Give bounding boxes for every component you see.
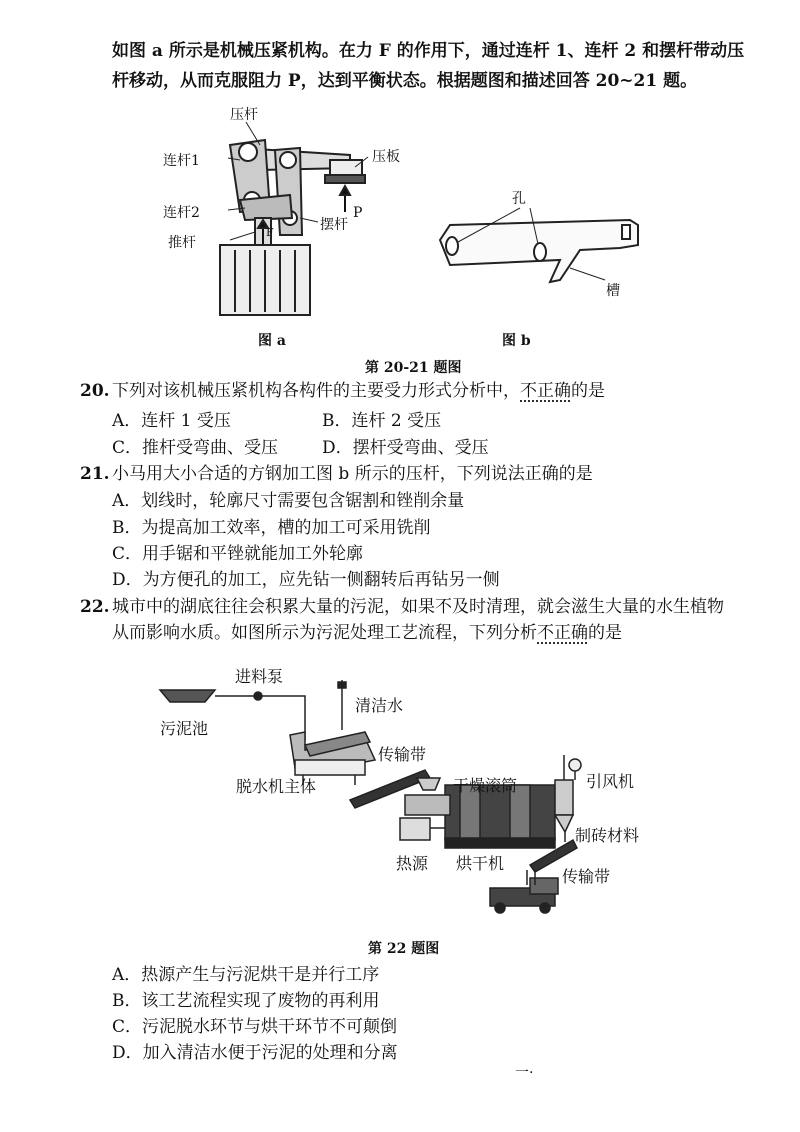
label-press-plate: 压板	[372, 149, 400, 165]
q21-option-a[interactable]: A．划线时，轮廓尺寸需要包含锯割和锉削余量	[112, 491, 465, 511]
diagram-label-feed-pump: 进料泵	[235, 667, 284, 686]
diagram-label-brick-material: 制砖材料	[575, 826, 640, 845]
diagram-label-induced-fan: 引风机	[586, 772, 635, 791]
label-push-rod: 推杆	[168, 235, 196, 251]
q22-stem-line-2: 从而影响水质。如图所示为污泥处理工艺流程，下列分析不正确的是	[112, 623, 622, 643]
q22-option-d[interactable]: D．加入清洁水便于污泥的处理和分离	[112, 1043, 398, 1063]
label-swing-rod: 摆杆	[320, 217, 348, 233]
label-force-f: F	[266, 226, 274, 239]
diagram-label-sludge-pool: 污泥池	[160, 719, 209, 738]
diagram-label-heat-source: 热源	[396, 854, 429, 873]
intro-line-2: 杆移动，从而克服阻力 P，达到平衡状态。根据题图和描述回答 20~21 题。	[112, 71, 698, 91]
label-force-p: P	[353, 205, 363, 221]
q22-number: 22.	[80, 597, 110, 617]
label-link-1: 连杆1	[163, 153, 200, 169]
q22-option-c[interactable]: C．污泥脱水环节与烘干环节不可颠倒	[112, 1017, 398, 1037]
diagram-label-conveyor-2: 传输带	[562, 867, 611, 886]
q20-number: 20.	[80, 381, 110, 401]
q21-option-c[interactable]: C．用手锯和平锉就能加工外轮廓	[112, 544, 364, 564]
figure-a-clamp-mechanism	[200, 100, 410, 325]
diagram-label-clean-water: 清洁水	[355, 696, 404, 715]
caption-fig-20-21: 第 20-21 题图	[365, 360, 462, 376]
q22-option-b[interactable]: B．该工艺流程实现了废物的再利用	[112, 991, 380, 1011]
diagram-label-drying-drum: 干燥滚筒	[453, 776, 518, 795]
diagram-label-dewatering-machine: 脱水机主体	[236, 777, 317, 796]
q22-option-a[interactable]: A．热源产生与污泥烘干是并行工序	[112, 965, 380, 985]
q20-stem: 下列对该机械压紧机构各构件的主要受力形式分析中，不正确的是	[112, 381, 605, 401]
diagram-label-dryer: 烘干机	[456, 854, 505, 873]
q20-option-c[interactable]: C．推杆受弯曲、受压	[112, 438, 279, 458]
label-press-rod: 压杆	[230, 107, 258, 123]
q20-option-b[interactable]: B．连杆 2 受压	[322, 411, 442, 431]
caption-figure-a: 图 a	[258, 333, 286, 349]
q20-option-d[interactable]: D．摆杆受弯曲、受压	[322, 438, 489, 458]
label-link-2: 连杆2	[163, 205, 200, 221]
q21-option-b[interactable]: B．为提高加工效率，槽的加工可采用铣削	[112, 518, 431, 538]
diagram-label-conveyor-1: 传输带	[378, 745, 427, 764]
q21-stem: 小马用大小合适的方钢加工图 b 所示的压杆，下列说法正确的是	[112, 464, 593, 484]
q21-number: 21.	[80, 464, 110, 484]
page-mark: 一·	[515, 1065, 534, 1081]
caption-figure-b: 图 b	[502, 333, 531, 349]
label-hole: 孔	[512, 191, 526, 207]
caption-fig-22: 第 22 题图	[368, 941, 440, 957]
intro-line-1: 如图 a 所示是机械压紧机构。在力 F 的作用下，通过连杆 1、连杆 2 和摆杆带动压	[112, 41, 745, 61]
q20-option-a[interactable]: A．连杆 1 受压	[112, 411, 231, 431]
figure-b-press-rod-part	[430, 180, 660, 300]
label-slot: 槽	[606, 283, 620, 299]
q21-option-d[interactable]: D．为方便孔的加工，应先钻一侧翻转后再钻另一侧	[112, 570, 500, 590]
q22-stem-line-1: 城市中的湖底往往会积累大量的污泥，如果不及时清理，就会滋生大量的水生植物	[112, 597, 724, 617]
